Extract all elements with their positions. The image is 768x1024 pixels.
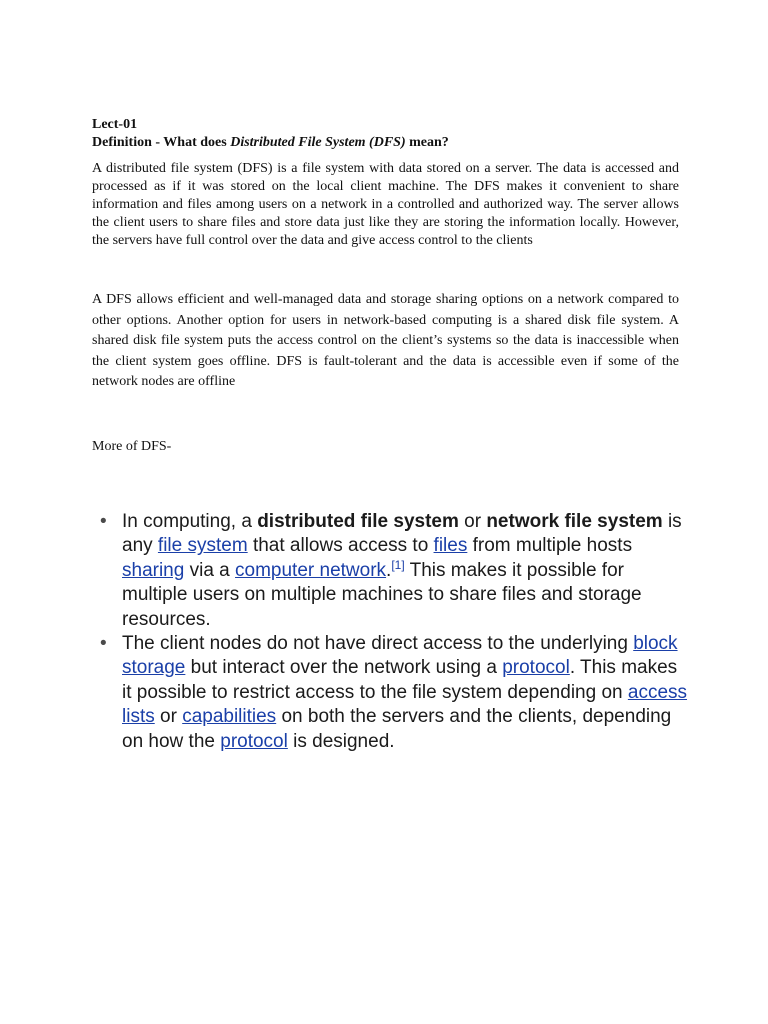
slide-bullet-item (100, 632, 690, 754)
slide-text: or (154, 706, 183, 728)
definition-prefix: Definition - What does (92, 135, 231, 150)
definition-term: Distributed File System (DFS) (230, 135, 406, 150)
embedded-slide-image (100, 510, 690, 754)
definition-suffix: mean? (405, 135, 449, 150)
slide-text: or (458, 511, 487, 532)
slide-link-computer-network: computer network (235, 559, 387, 581)
slide-text: In computing, a (122, 511, 258, 532)
slide-footnote-ref: [1] (391, 557, 405, 572)
bullet-icon: • (100, 511, 107, 532)
slide-text: but interact over the network using a (185, 657, 503, 679)
slide-text: . This makes it possible to restrict access to the file system depending on (122, 657, 678, 703)
slide-text: that allows access to (247, 535, 434, 557)
slide-text: is designed. (287, 730, 395, 752)
slide-text: is any (122, 511, 682, 557)
slide-link-file-system: file system (157, 535, 248, 557)
slide-text: via a (184, 559, 236, 581)
bullet-icon: • (100, 633, 107, 655)
slide-link-block-storage: block storage (122, 633, 678, 679)
slide-link-protocol: protocol (220, 730, 288, 752)
more-label: More of DFS- (92, 438, 172, 454)
lecture-label: Lect-01 (92, 117, 138, 132)
slide-bullet-list (100, 510, 690, 754)
slide-bullet-item (100, 510, 690, 632)
slide-text: . (386, 559, 392, 581)
paragraph-efficiency: A DFS allows efficient and well-managed data and storage sharing options on a network compared to other options. Another option for users in network-based computing is a shared disk file system. A shared disk file system puts the access control on the client’s systems so the data is inaccessible when the client system goes offline. DFS is fault-tolerant and the data is accessible even if some of the network nodes are offline (92, 292, 679, 389)
slide-text: The client nodes do not have direct access to the underlying (122, 633, 634, 655)
slide-text: from multiple hosts (467, 535, 633, 557)
definition-heading (92, 134, 679, 152)
slide-link-protocol: protocol (502, 657, 570, 679)
slide-link-files: files (433, 535, 468, 557)
document-body (92, 116, 679, 456)
slide-bold-term: network file system (486, 511, 663, 532)
slide-text: This makes it possible for multiple users on multiple machines to share files and storage resources. (122, 559, 642, 630)
slide-link-sharing: sharing (122, 559, 185, 581)
slide-link-access-lists: access lists (122, 681, 688, 728)
slide-bold-term: distributed file system (257, 511, 459, 532)
slide-text: on both the servers and the clients, depending on how the (122, 706, 672, 752)
paragraph-intro: A distributed file system (DFS) is a file system with data stored on a server. The data is accessed and processed as if it was stored on the local client machine. The DFS makes it convenient to share information and files among users on a network in a controlled and authorized way. The server allows the client users to share files and store data just like they are storing the information locally. However, the servers have full control over the data and give access control to the clients (92, 161, 679, 248)
slide-link-capabilities: capabilities (182, 706, 277, 728)
